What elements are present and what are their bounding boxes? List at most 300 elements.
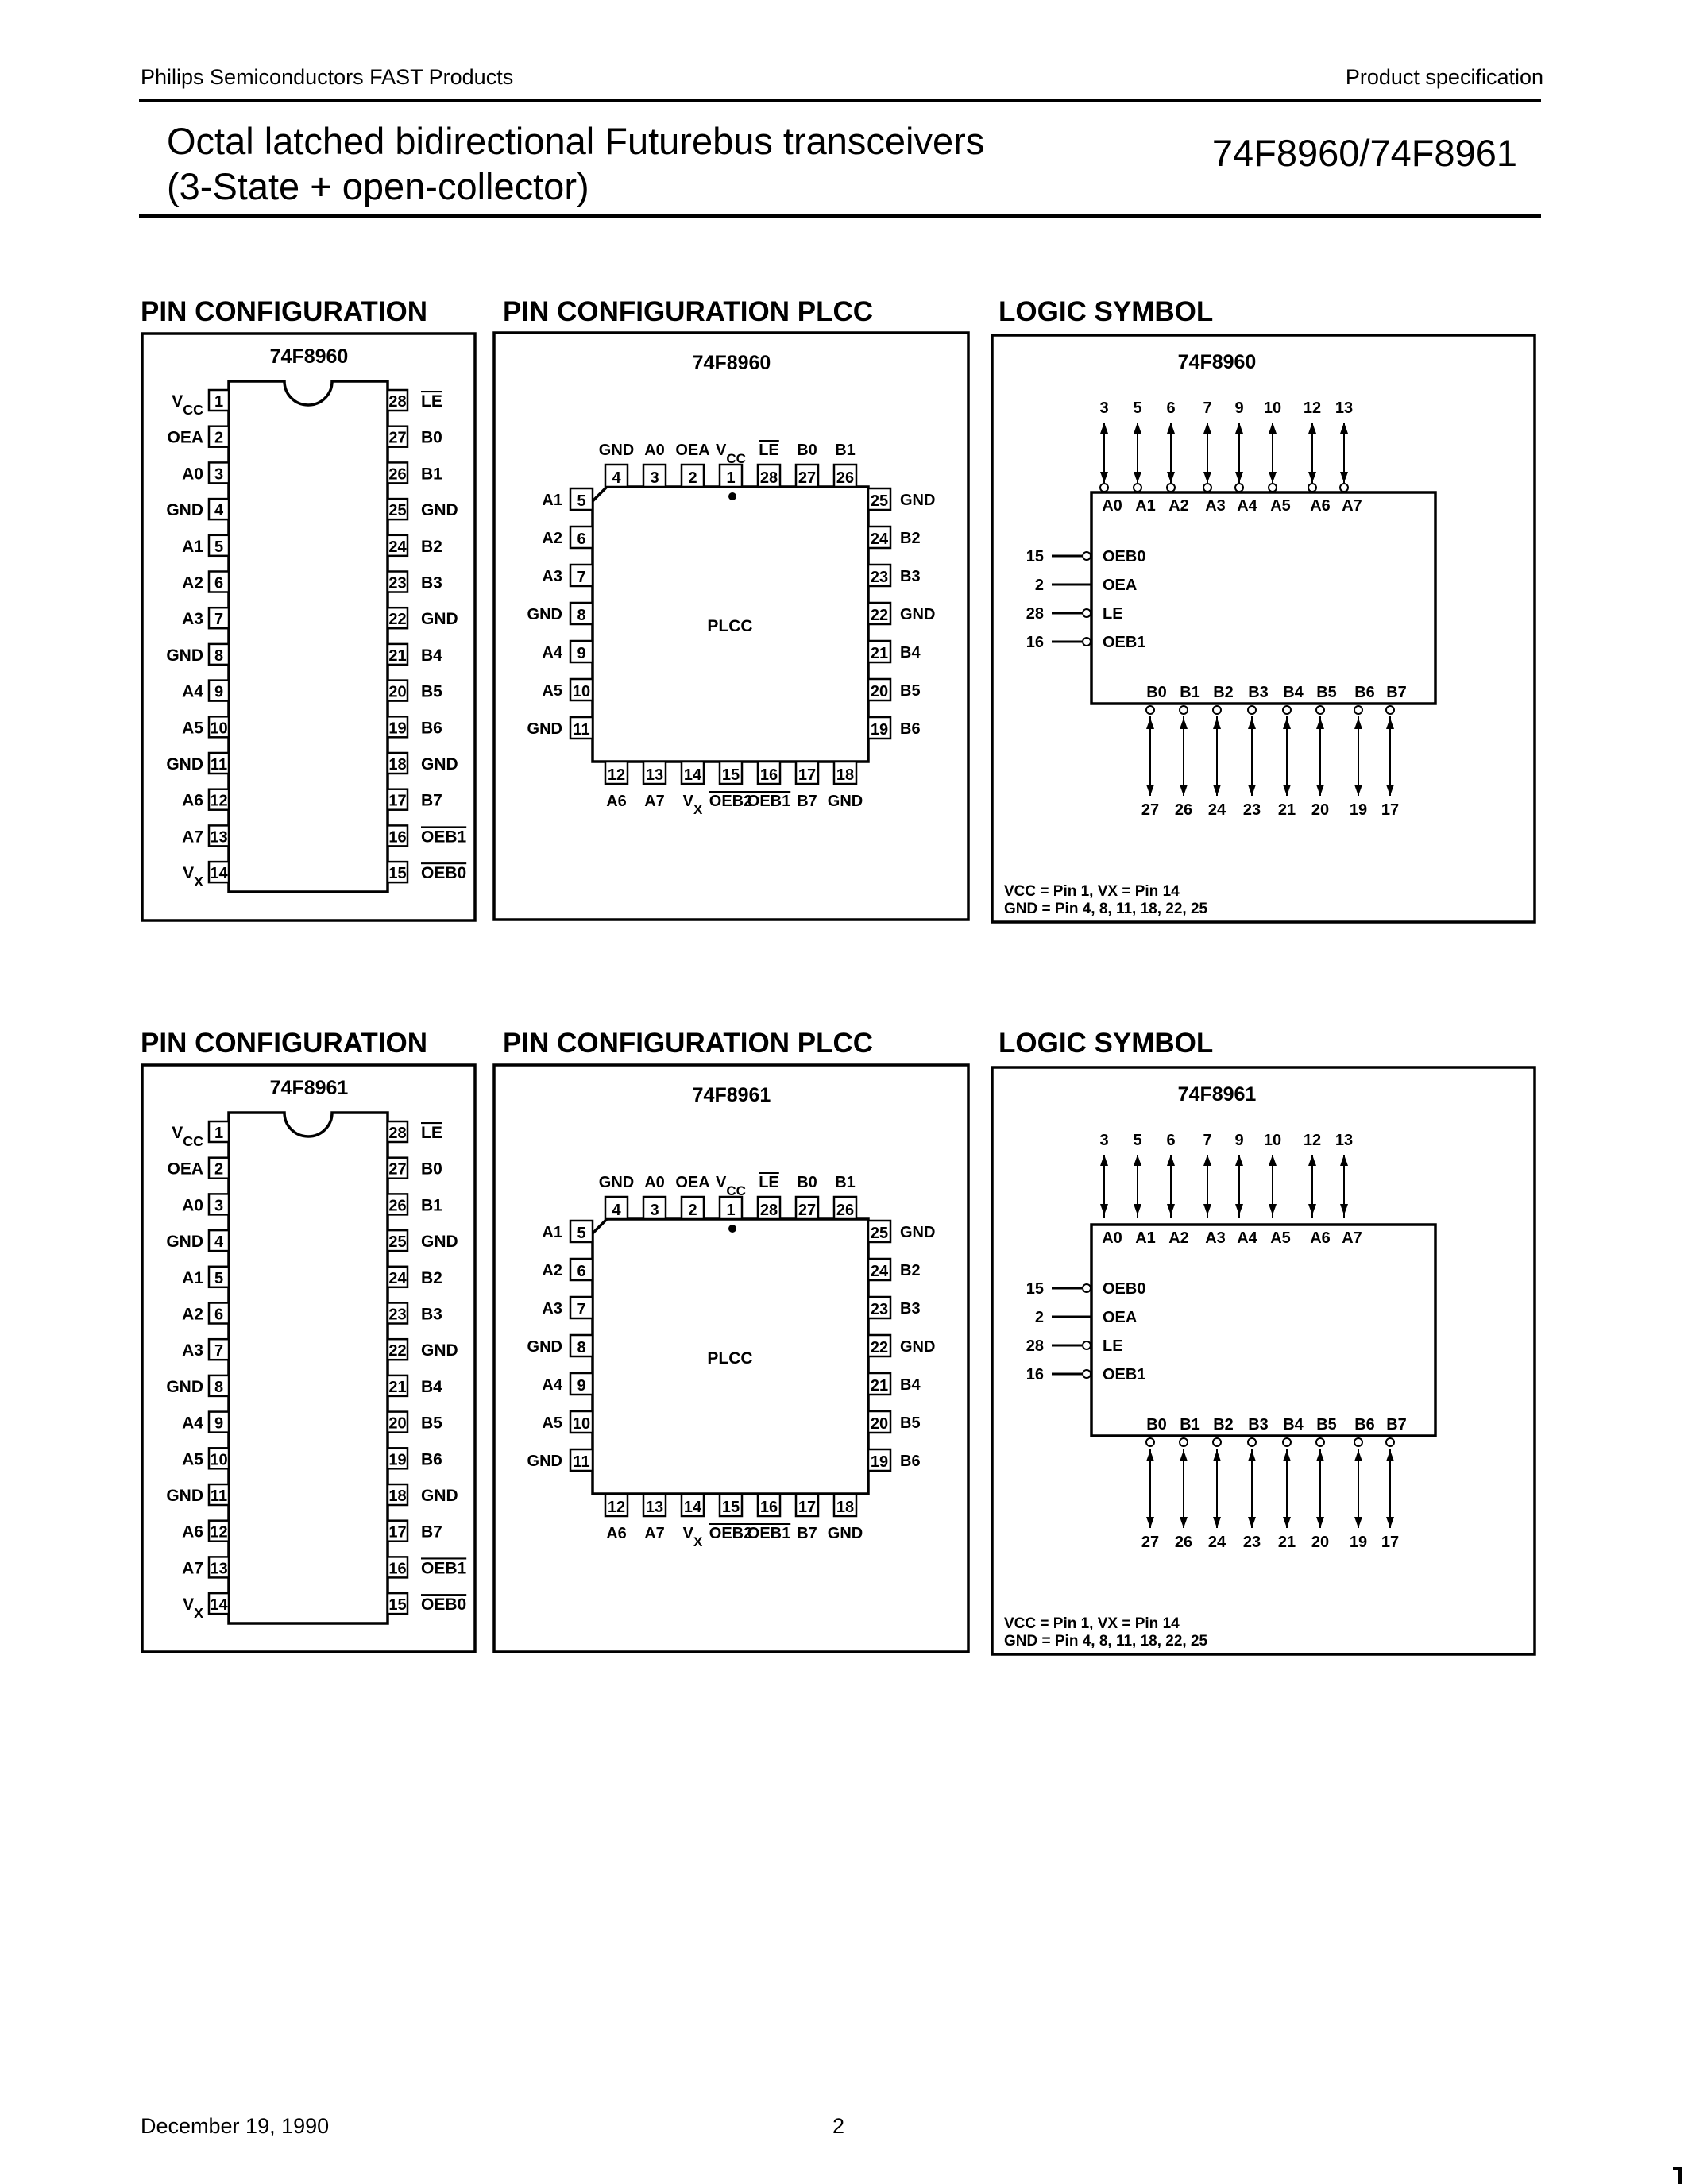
section-title-dip-8961: PIN CONFIGURATION [141, 1028, 428, 1059]
logic-8960-b-pin-17-number: 17 [1381, 801, 1400, 819]
logic-8961-a-pin-13-arrow-down [1340, 1204, 1348, 1215]
logic-8961-b-pin-21-number: 21 [1277, 1534, 1296, 1551]
logic-8960-b-pin-21-arrow-up [1283, 718, 1291, 729]
footer-date: December 19, 1990 [141, 2114, 330, 2138]
dip-8961-pin-27-name: B0 [421, 1160, 442, 1179]
section-title-plcc-8961: PIN CONFIGURATION PLCC [503, 1028, 874, 1059]
plcc-8960-pin-19-name: B6 [900, 720, 921, 738]
plcc-8961-pin-5-number: 5 [577, 1225, 586, 1242]
dip-8960-pin-20-number: 20 [388, 683, 407, 701]
plcc-8961-part-label: 74F8961 [692, 1084, 771, 1106]
dip-8960-pin-8-number: 8 [214, 646, 224, 665]
logic-8960-a-pin-9-number: 9 [1234, 399, 1244, 417]
section-title-dip-8960: PIN CONFIGURATION [141, 296, 428, 327]
dip-8961-pin-24-number: 24 [388, 1269, 407, 1287]
document-title-line1: Octal latched bidirectional Futurebus transceivers [167, 120, 985, 162]
logic-8960-a-pin-10-arrow-down [1269, 472, 1277, 483]
logic-8961-a-pin-6-number: 6 [1166, 1132, 1176, 1149]
dip-8961-pin-25-number: 25 [388, 1233, 407, 1252]
logic-8961-a-pin-12-arrow-down [1308, 1204, 1316, 1215]
dip-8961-pin-14-number: 14 [210, 1596, 228, 1615]
dip-8960-pin-15-name: OEB0 [421, 864, 467, 883]
logic-8961-part-label: 74F8961 [1177, 1083, 1257, 1106]
logic-8960-ctrl-15-bubble [1083, 552, 1091, 560]
logic-8960-b-pin-20-arrow-down [1316, 785, 1324, 796]
dip-8960-pin-1-number: 1 [214, 393, 224, 411]
plcc-8960-pin-15-name: OEB2 [709, 793, 753, 810]
plcc-8961-pin-15-number: 15 [721, 1499, 740, 1516]
logic-8960-a-pin-13-number: 13 [1335, 399, 1354, 417]
plcc-8961-pin-9-name: A4 [542, 1376, 562, 1394]
plcc-8960-pin-10-number: 10 [572, 683, 591, 700]
plcc-8961-pin-15-name: OEB2 [709, 1525, 753, 1542]
logic-8960-a-pin-13-name: A7 [1342, 497, 1362, 515]
plcc-8960-pin-14-name: $V_X$ [682, 793, 703, 817]
logic-8960-b-pin-17-bubble [1386, 706, 1394, 714]
dip-8960-pin-6-number: 6 [214, 574, 224, 592]
logic-8960-b-pin-24-bubble [1213, 706, 1221, 714]
plcc-8961-pin-20-number: 20 [870, 1415, 889, 1433]
dip-8961-pin-12-name: A6 [182, 1522, 203, 1542]
logic-8961-b-pin-23-number: 23 [1242, 1534, 1261, 1551]
plcc-8960-pin-18-number: 18 [836, 766, 855, 784]
dip-8961-pin-17-name: B7 [421, 1522, 442, 1542]
dip-8961-pin-28-name: LE [421, 1124, 442, 1142]
crop-mark [1673, 2167, 1682, 2170]
logic-8960-a-pin-3-name: A0 [1102, 497, 1122, 515]
dip-8960-pin-6-name: A2 [182, 573, 203, 592]
logic-8961-ctrl-15-number: 15 [1026, 1280, 1044, 1298]
dip-8961-pin-16-number: 16 [388, 1560, 407, 1578]
dip-8961-pin-11-number: 11 [210, 1488, 228, 1505]
logic-8960-a-pin-7-arrow-down [1203, 472, 1211, 483]
logic-8960-b-pin-27-arrow-up [1146, 718, 1154, 729]
logic-8961-a-pin-10-name: A5 [1270, 1229, 1291, 1247]
dip-8960-pin-16-number: 16 [388, 828, 407, 847]
plcc-8961-center-label: PLCC [707, 1349, 753, 1368]
logic-8961-b-pin-23-bubble [1248, 1438, 1256, 1446]
dip-8961-pin-9-number: 9 [214, 1414, 224, 1433]
logic-8961-b-pin-19-name: B6 [1354, 1416, 1375, 1433]
logic-8960-ctrl-28-name: LE [1103, 605, 1123, 623]
plcc-8960-pin-15-number: 15 [721, 766, 740, 784]
logic-8961-b-pin-19-number: 19 [1349, 1534, 1368, 1551]
dip-8960-pin-28-number: 28 [388, 393, 407, 411]
dip-8961-pin-11-name: GND [166, 1487, 203, 1505]
plcc-8960-pin-20-name: B5 [900, 682, 921, 700]
logic-8961-a-pin-6-arrow-up [1167, 1155, 1175, 1166]
dip-8961-pin-5-number: 5 [214, 1269, 224, 1287]
logic-8960-b-pin-17-arrow-up [1386, 718, 1394, 729]
logic-8960-a-pin-5-name: A1 [1135, 497, 1156, 515]
plcc-8961-pin-24-number: 24 [870, 1263, 889, 1280]
logic-8960-a-pin-10-arrow-up [1269, 423, 1277, 434]
plcc-8960-pin-5-name: A1 [542, 492, 562, 509]
dip-8961-pin-19-name: B6 [421, 1450, 442, 1469]
dip-8960-pin-25-number: 25 [388, 502, 407, 520]
dip-8960-part-label: 74F8960 [269, 345, 349, 368]
logic-8960-b-pin-26-number: 26 [1174, 801, 1193, 819]
plcc-8961-pin-17-name: B7 [797, 1525, 817, 1542]
plcc-8960-pin-6-number: 6 [577, 531, 586, 548]
section-title-logic-8960: LOGIC SYMBOL [999, 296, 1214, 327]
logic-8961-a-pin-3-number: 3 [1099, 1132, 1109, 1149]
dip-8961-pin-10-number: 10 [210, 1451, 228, 1469]
plcc-8961-pin-21-number: 21 [870, 1377, 889, 1395]
logic-8960-a-pin-6-arrow-down [1167, 472, 1175, 483]
logic-8960-a-pin-9-bubble [1235, 484, 1243, 492]
dip-8960-pin-5-number: 5 [214, 538, 224, 556]
plcc-8960-pin-4-name: GND [598, 442, 635, 459]
logic-8960-b-pin-26-arrow-down [1180, 785, 1188, 796]
plcc-8961-pin-25-name: GND [900, 1224, 936, 1241]
logic-8960-b-pin-21-arrow-down [1283, 785, 1291, 796]
plcc-8961-pin-14-number: 14 [683, 1499, 702, 1516]
logic-8960-a-pin-3-arrow-up [1100, 423, 1108, 434]
logic-8961-b-pin-21-name: B4 [1283, 1416, 1304, 1433]
plcc-8960-part-label: 74F8960 [692, 352, 771, 374]
header-company: Philips Semiconductors FAST Products [141, 65, 514, 89]
dip-8960-pin-23-number: 23 [388, 574, 407, 592]
plcc-8960-pin-12-number: 12 [607, 766, 626, 784]
plcc-8961-pin-18-number: 18 [836, 1499, 855, 1516]
plcc-8960-pin-19-number: 19 [870, 721, 889, 739]
logic-8960-b-pin-20-arrow-up [1316, 718, 1324, 729]
dip-8961-pin-15-name: OEB0 [421, 1596, 467, 1615]
logic-8960-b-pin-23-name: B3 [1248, 684, 1269, 701]
dip-8960-pin-24-name: B2 [421, 537, 442, 556]
logic-8961-b-pin-17-name: B7 [1386, 1416, 1407, 1433]
section-title-logic-8961: LOGIC SYMBOL [999, 1028, 1214, 1059]
plcc-8961-pin-3-name: A0 [644, 1174, 665, 1191]
logic-8961-b-pin-17-number: 17 [1381, 1534, 1400, 1551]
plcc-8961-pin-24-name: B2 [900, 1262, 921, 1279]
plcc-8960-pin-18-name: GND [827, 793, 863, 810]
logic-8960-b-pin-24-name: B2 [1213, 684, 1234, 701]
logic-8960-a-pin-12-bubble [1308, 484, 1316, 492]
plcc-8961-pin-16-number: 16 [759, 1499, 778, 1516]
logic-8961-b-pin-26-name: B1 [1180, 1416, 1200, 1433]
logic-8960-a-pin-12-arrow-up [1308, 423, 1316, 434]
dip-8960-pin-3-number: 3 [214, 465, 224, 484]
logic-8961-ctrl-16-number: 16 [1026, 1366, 1044, 1383]
dip-8960-pin-26-number: 26 [388, 465, 407, 484]
logic-8961-ctrl-15-name: OEB0 [1103, 1280, 1146, 1298]
plcc-8960-pin-28-number: 28 [759, 469, 778, 487]
plcc-8961-pin-2-number: 2 [688, 1202, 697, 1219]
plcc-8960-pin-7-number: 7 [577, 569, 586, 586]
logic-8960-b-pin-23-bubble [1248, 706, 1256, 714]
plcc-8961-pin-26-name: B1 [835, 1174, 856, 1191]
dip-8961-pin-1-number: 1 [214, 1125, 224, 1142]
plcc-8961-pin-28-number: 28 [759, 1202, 778, 1219]
logic-8960-b-pin-19-bubble [1354, 706, 1362, 714]
plcc-8960-pin-8-number: 8 [577, 607, 586, 624]
plcc-8961-pin-17-number: 17 [798, 1499, 817, 1516]
logic-8960-b-pin-17-name: B7 [1386, 684, 1407, 701]
logic-8960-b-pin-21-name: B4 [1283, 684, 1304, 701]
logic-8960-b-pin-24-number: 24 [1207, 801, 1226, 819]
logic-8960-a-pin-9-name: A4 [1237, 497, 1257, 515]
logic-8960-a-pin-5-bubble [1134, 484, 1141, 492]
dip-8961-pin-20-number: 20 [388, 1414, 407, 1433]
part-number: 74F8960/74F8961 [1211, 132, 1517, 174]
logic-8961-b-pin-21-arrow-up [1283, 1450, 1291, 1461]
logic-8960-b-pin-19-number: 19 [1349, 801, 1368, 819]
plcc-8960-pin-1-number: 1 [726, 469, 736, 487]
dip-8960-pin-22-number: 22 [388, 611, 407, 629]
logic-8961-b-pin-21-bubble [1283, 1438, 1291, 1446]
logic-8961-a-pin-12-name: A6 [1310, 1229, 1331, 1247]
dip-8960-pin-18-name: GND [421, 755, 458, 774]
logic-8960-b-pin-19-name: B6 [1354, 684, 1375, 701]
plcc-8960-pin-21-name: B4 [900, 644, 921, 662]
dip-8960-pin-13-name: A7 [182, 828, 203, 847]
plcc-8960-pin-21-number: 21 [870, 645, 889, 662]
logic-8960-b-pin-27-bubble [1146, 706, 1154, 714]
dip-8961-pin-21-number: 21 [388, 1378, 407, 1396]
logic-8961-a-pin-9-number: 9 [1234, 1132, 1244, 1149]
dip-8960-pin-27-number: 27 [388, 429, 407, 447]
dip-8961-pin-27-number: 27 [388, 1160, 407, 1179]
logic-8960-a-pin-10-number: 10 [1263, 399, 1282, 417]
logic-8960-b-pin-19-arrow-down [1354, 785, 1362, 796]
dip-8960-pin-2-name: OEA [167, 428, 203, 447]
logic-8961-a-pin-5-arrow-down [1134, 1204, 1141, 1215]
logic-8960-ctrl-2-name: OEA [1103, 577, 1138, 594]
plcc-8960-center-label: PLCC [707, 617, 753, 635]
plcc-8961-pin-18-name: GND [827, 1525, 863, 1542]
plcc-8960-pin1-dot [728, 492, 736, 500]
logic-8960-b-pin-21-bubble [1283, 706, 1291, 714]
dip-8961-pin-13-number: 13 [210, 1560, 228, 1578]
logic-8960-a-pin-7-bubble [1203, 484, 1211, 492]
logic-8961-b-pin-20-arrow-down [1316, 1517, 1324, 1528]
logic-8961-a-pin-13-name: A7 [1342, 1229, 1362, 1247]
dip-8960-pin-16-name: OEB1 [421, 828, 467, 847]
logic-8961-b-pin-27-number: 27 [1141, 1534, 1160, 1551]
plcc-8960-pin-4-number: 4 [612, 469, 621, 487]
dip-8960-pin-12-name: A6 [182, 791, 203, 810]
logic-8961-b-pin-24-bubble [1213, 1438, 1221, 1446]
logic-8961-b-pin-24-arrow-up [1213, 1450, 1221, 1461]
plcc-8961-pin-9-number: 9 [577, 1377, 586, 1395]
logic-8960-ctrl-15-number: 15 [1026, 548, 1044, 565]
plcc-8960-pin-26-name: B1 [835, 442, 856, 459]
plcc-8960-pin-25-name: GND [900, 492, 936, 509]
plcc-8961-pin-19-number: 19 [870, 1453, 889, 1471]
logic-8960-a-pin-6-arrow-up [1167, 423, 1175, 434]
logic-8960-b-pin-23-arrow-up [1248, 718, 1256, 729]
dip-8961-pin-17-number: 17 [388, 1523, 407, 1542]
dip-8960-pin-10-number: 10 [210, 720, 228, 738]
plcc-8960-pin-25-number: 25 [870, 492, 889, 510]
plcc-8961-pin-7-number: 7 [577, 1301, 586, 1318]
logic-8960-b-pin-24-arrow-up [1213, 718, 1221, 729]
plcc-8961-pin-22-number: 22 [870, 1339, 889, 1356]
plcc-8961-pin-22-name: GND [900, 1338, 936, 1356]
logic-8960-part-label: 74F8960 [1177, 351, 1257, 373]
dip-8960-pin-27-name: B0 [421, 428, 442, 447]
plcc-8961-pin-8-number: 8 [577, 1339, 586, 1356]
logic-8960-a-pin-6-number: 6 [1166, 399, 1176, 417]
dip-8961-package-body [229, 1113, 388, 1623]
dip-8961-pin-6-name: A2 [182, 1305, 203, 1324]
logic-8961-a-pin-10-arrow-down [1269, 1204, 1277, 1215]
plcc-8960-pin-12-name: A6 [606, 793, 627, 810]
dip-8961-pin-4-name: GND [166, 1233, 203, 1252]
plcc-8960-pin-11-name: GND [527, 720, 562, 738]
plcc-8961-pin-12-number: 12 [607, 1499, 626, 1516]
logic-8960-a-pin-7-name: A3 [1205, 497, 1226, 515]
logic-8961-b-pin-26-bubble [1180, 1438, 1188, 1446]
plcc-8960-pin-23-number: 23 [870, 569, 889, 586]
dip-8961-pin-23-name: B3 [421, 1305, 442, 1324]
plcc-8960-pin-1-name: $V_{CC}$ [716, 442, 746, 466]
plcc-8961-pin-10-name: A5 [542, 1414, 562, 1432]
plcc-8961-pin-1-number: 1 [726, 1202, 736, 1219]
plcc-8961-pin-4-name: GND [598, 1174, 635, 1191]
dip-8961-pin-18-number: 18 [388, 1488, 407, 1505]
logic-8960-note-line2: GND = Pin 4, 8, 11, 18, 22, 25 [1004, 901, 1208, 917]
logic-8961-b-pin-27-bubble [1146, 1438, 1154, 1446]
plcc-8960-pin-7-name: A3 [542, 568, 562, 585]
logic-8960-a-pin-12-arrow-down [1308, 472, 1316, 483]
logic-8961-a-pin-7-number: 7 [1203, 1132, 1212, 1149]
dip-8960-pin-9-number: 9 [214, 683, 224, 701]
logic-8961-b-pin-19-bubble [1354, 1438, 1362, 1446]
plcc-8961-pin-23-number: 23 [870, 1301, 889, 1318]
plcc-8960-pin-2-name: OEA [675, 442, 710, 459]
dip-8961-pin-3-name: A0 [182, 1196, 203, 1215]
plcc-8960-pin-28-name: LE [759, 442, 779, 459]
logic-8960-b-pin-23-number: 23 [1242, 801, 1261, 819]
plcc-8961-pin-2-name: OEA [675, 1174, 710, 1191]
dip-8960-pin-19-name: B6 [421, 719, 442, 738]
logic-8960-b-pin-20-number: 20 [1311, 801, 1330, 819]
logic-8960-a-pin-10-name: A5 [1270, 497, 1291, 515]
logic-8961-ctrl-28-bubble [1083, 1341, 1091, 1349]
logic-8960-note-line1: VCC = Pin 1, VX = Pin 14 [1004, 883, 1180, 900]
logic-8961-b-pin-27-arrow-down [1146, 1517, 1154, 1528]
plcc-8960-pin-26-number: 26 [836, 469, 855, 487]
plcc-8961-pin-11-number: 11 [573, 1453, 590, 1471]
logic-8961-b-pin-27-arrow-up [1146, 1450, 1154, 1461]
logic-8960-ctrl-15-name: OEB0 [1103, 548, 1146, 565]
plcc-8961-pin-19-name: B6 [900, 1453, 921, 1470]
logic-8960-ctrl-28-bubble [1083, 609, 1091, 617]
logic-8960-b-pin-24-arrow-down [1213, 785, 1221, 796]
logic-8960-a-pin-12-number: 12 [1303, 399, 1322, 417]
logic-8961-a-pin-9-name: A4 [1237, 1229, 1257, 1247]
plcc-8961-pin-27-number: 27 [798, 1202, 817, 1219]
logic-8961-b-pin-21-arrow-down [1283, 1517, 1291, 1528]
logic-8960-b-pin-27-name: B0 [1146, 684, 1167, 701]
plcc-8961-pin-6-number: 6 [577, 1263, 586, 1280]
dip-8961-pin-16-name: OEB1 [421, 1559, 467, 1578]
logic-8960-b-pin-26-name: B1 [1180, 684, 1200, 701]
plcc-8961-pin-1-name: $V_{CC}$ [716, 1174, 746, 1198]
diagram-row-74f8961 [142, 1065, 1535, 1654]
logic-8960-a-pin-7-number: 7 [1203, 399, 1212, 417]
logic-8961-a-pin-3-arrow-down [1100, 1204, 1108, 1215]
dip-8961-pin-14-name: $V_X$ [183, 1596, 203, 1622]
plcc-8960-pin-13-name: A7 [644, 793, 665, 810]
plcc-8961-pin-3-number: 3 [650, 1202, 659, 1219]
dip-8960-pin-18-number: 18 [388, 756, 407, 774]
logic-8961-b-pin-24-name: B2 [1213, 1416, 1234, 1433]
dip-8961-pin-24-name: B2 [421, 1268, 442, 1287]
plcc-8961-pin-21-name: B4 [900, 1376, 921, 1394]
logic-8961-note-line2: GND = Pin 4, 8, 11, 18, 22, 25 [1004, 1633, 1208, 1650]
dip-8960-package-body [229, 381, 388, 892]
dip-8960-pin-28-name: LE [421, 392, 442, 411]
dip-8961-pin-21-name: B4 [421, 1377, 442, 1396]
logic-8960-ctrl-28-number: 28 [1026, 605, 1044, 623]
plcc-8961-pin-6-name: A2 [542, 1262, 562, 1279]
plcc-8960-pin-22-name: GND [900, 606, 936, 623]
logic-8961-a-pin-5-name: A1 [1135, 1229, 1156, 1247]
logic-8961-b-pin-20-arrow-up [1316, 1450, 1324, 1461]
logic-8961-a-pin-7-name: A3 [1205, 1229, 1226, 1247]
logic-8960-a-pin-9-arrow-down [1235, 472, 1243, 483]
plcc-8961-pin-13-number: 13 [645, 1499, 664, 1516]
dip-8960-pin-26-name: B1 [421, 465, 442, 484]
logic-8961-ctrl-16-name: OEB1 [1103, 1366, 1146, 1383]
logic-8961-b-pin-24-number: 24 [1207, 1534, 1226, 1551]
logic-8961-b-pin-19-arrow-down [1354, 1517, 1362, 1528]
logic-8961-a-pin-13-arrow-up [1340, 1155, 1348, 1166]
logic-8960-block [1091, 492, 1435, 704]
header-doc-type: Product specification [1345, 65, 1543, 89]
logic-8961-b-pin-19-arrow-up [1354, 1450, 1362, 1461]
dip-8961-pin-8-number: 8 [214, 1378, 224, 1396]
dip-8961-pin-6-number: 6 [214, 1306, 224, 1324]
dip-8961-pin-5-name: A1 [182, 1268, 203, 1287]
dip-8960-pin-14-name: $V_X$ [183, 864, 203, 890]
plcc-8960-pin-9-name: A4 [542, 644, 562, 662]
dip-8960-pin-23-name: B3 [421, 573, 442, 592]
plcc-8960-pin-3-number: 3 [650, 469, 659, 487]
logic-8960-a-pin-5-arrow-down [1134, 472, 1141, 483]
logic-8961-a-pin-7-arrow-up [1203, 1155, 1211, 1166]
plcc-8961-pin-16-name: OEB1 [747, 1525, 791, 1542]
dip-8961-pin-10-name: A5 [182, 1450, 203, 1469]
dip-8961-pin-25-name: GND [421, 1233, 458, 1252]
dip-8960-pin-21-number: 21 [388, 646, 407, 665]
plcc-8961-pin1-dot [728, 1225, 736, 1233]
logic-8961-a-pin-7-arrow-down [1203, 1204, 1211, 1215]
plcc-8960-pin-13-number: 13 [645, 766, 664, 784]
logic-8961-b-pin-17-bubble [1386, 1438, 1394, 1446]
logic-8961-a-pin-10-arrow-up [1269, 1155, 1277, 1166]
logic-8960-a-pin-13-bubble [1340, 484, 1348, 492]
dip-8961-pin-23-number: 23 [388, 1306, 407, 1324]
logic-8960-frame [992, 335, 1535, 922]
dip-8961-pin-28-number: 28 [388, 1125, 407, 1142]
logic-8961-b-pin-20-name: B5 [1316, 1416, 1337, 1433]
plcc-8960-pin-10-name: A5 [542, 682, 562, 700]
logic-8960-b-pin-17-arrow-down [1386, 785, 1394, 796]
dip-8961-pin-22-name: GND [421, 1341, 458, 1360]
logic-8961-b-pin-26-arrow-up [1180, 1450, 1188, 1461]
logic-8961-b-pin-26-arrow-down [1180, 1517, 1188, 1528]
logic-8960-a-pin-3-bubble [1100, 484, 1108, 492]
dip-8960-pin-1-name: $V_{CC}$ [172, 392, 203, 418]
logic-8961-a-pin-6-arrow-down [1167, 1204, 1175, 1215]
logic-8961-note-line1: VCC = Pin 1, VX = Pin 14 [1004, 1615, 1180, 1632]
plcc-8961-pin-23-name: B3 [900, 1300, 921, 1318]
